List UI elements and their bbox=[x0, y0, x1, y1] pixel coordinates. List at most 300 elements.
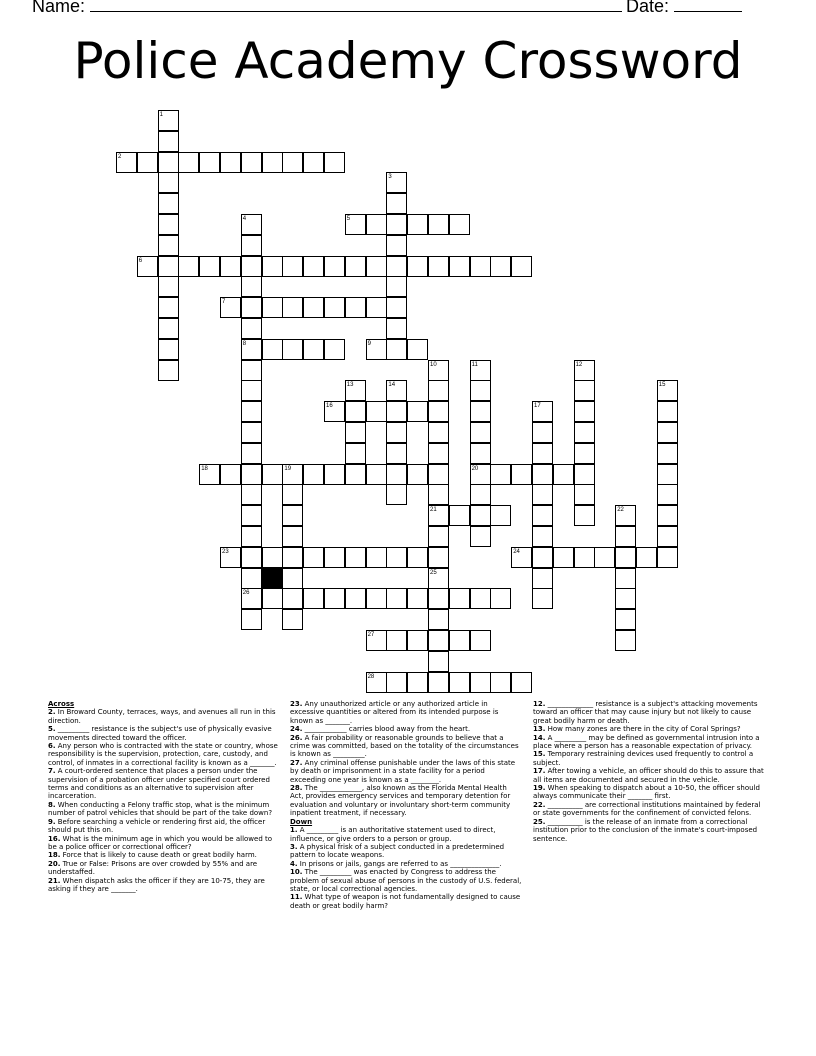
grid-cell[interactable] bbox=[386, 193, 407, 214]
grid-cell[interactable] bbox=[282, 339, 303, 360]
grid-cell[interactable] bbox=[615, 547, 636, 568]
clue-number: 27 bbox=[367, 632, 375, 638]
grid-cell[interactable] bbox=[574, 401, 595, 422]
clue-text: A _________ is an authoritative statement used to direct, influence, or give orders to a person or group. bbox=[290, 826, 496, 843]
grid-cell[interactable] bbox=[366, 401, 387, 422]
grid-cell[interactable] bbox=[158, 152, 179, 173]
clue-number-label: 25. bbox=[533, 817, 546, 826]
grid-cell[interactable] bbox=[470, 484, 491, 505]
grid-cell[interactable] bbox=[345, 588, 366, 609]
grid-cell[interactable] bbox=[532, 568, 553, 589]
clue-text: Any criminal offense punishable under the laws of this state by death or imprisonment in a state facility for a period exceeding one year is known as a ________. bbox=[290, 758, 516, 784]
clue-number: 6 bbox=[138, 257, 143, 264]
clue-item bbox=[533, 784, 765, 801]
grid-cell[interactable] bbox=[615, 526, 636, 547]
grid-cell[interactable] bbox=[574, 443, 595, 464]
grid-cell[interactable] bbox=[241, 609, 262, 630]
grid-cell[interactable] bbox=[324, 297, 345, 318]
grid-cell[interactable] bbox=[282, 526, 303, 547]
grid-cell[interactable] bbox=[386, 672, 407, 693]
clue-text: Any person who is contracted with the state or country, whose responsibility is the supervision, protection, care, custody, and control, of inmates in a correctional facility is known as a _______. bbox=[48, 742, 278, 767]
grid-cell[interactable] bbox=[574, 380, 595, 401]
grid-cell[interactable] bbox=[220, 464, 241, 485]
clue-number: 23 bbox=[222, 548, 229, 555]
grid-cell[interactable] bbox=[345, 547, 366, 568]
grid-cell[interactable] bbox=[657, 526, 678, 547]
clue-item bbox=[48, 818, 280, 835]
clue-number: 19 bbox=[284, 465, 292, 472]
clue-text: True or False: Prisons are over crowded by 55% and are understaffed. bbox=[48, 859, 258, 877]
grid-cell[interactable] bbox=[615, 568, 636, 589]
clue-number: 22 bbox=[617, 507, 624, 514]
grid-cell[interactable] bbox=[553, 547, 574, 568]
grid-cell[interactable] bbox=[615, 588, 636, 609]
grid-cell[interactable] bbox=[407, 630, 428, 651]
grid-cell[interactable] bbox=[407, 588, 428, 609]
grid-cell[interactable] bbox=[324, 256, 345, 277]
clue-number: 12 bbox=[575, 361, 583, 368]
grid-cell[interactable] bbox=[282, 484, 303, 505]
grid-cell[interactable] bbox=[407, 401, 428, 422]
grid-cell[interactable] bbox=[428, 401, 449, 422]
grid-cell[interactable] bbox=[324, 588, 345, 609]
grid-cell[interactable] bbox=[511, 672, 532, 693]
clue-item bbox=[48, 767, 280, 801]
grid-cell[interactable] bbox=[241, 152, 262, 173]
grid-cell[interactable] bbox=[345, 422, 366, 443]
clue-text: __________ are correctional institutions maintained by federal or state governments for the confinement of convicted felons. bbox=[533, 800, 761, 818]
clue-number: 28 bbox=[367, 673, 375, 680]
clue-item bbox=[48, 725, 280, 742]
grid-cell[interactable] bbox=[241, 235, 262, 256]
clue-number-label: 17. bbox=[533, 767, 546, 776]
grid-cell[interactable] bbox=[574, 547, 595, 568]
grid-cell[interactable] bbox=[428, 526, 449, 547]
grid-cell[interactable] bbox=[428, 256, 449, 277]
grid-cell[interactable] bbox=[241, 276, 262, 297]
clue-item bbox=[48, 742, 280, 767]
grid-cell[interactable] bbox=[303, 297, 324, 318]
clue-text: A _________ may be defined as governmental intrusion into a place where a person has a reasonable expectation of privacy. bbox=[533, 733, 760, 751]
grid-cell[interactable] bbox=[241, 360, 262, 381]
clue-item bbox=[48, 877, 280, 894]
grid-cell[interactable] bbox=[407, 547, 428, 568]
clue-number-label: 28. bbox=[290, 784, 303, 793]
grid-cell[interactable] bbox=[490, 588, 511, 609]
grid-cell[interactable] bbox=[490, 464, 511, 485]
grid-cell[interactable] bbox=[345, 297, 366, 318]
grid-cell[interactable] bbox=[594, 547, 615, 568]
clue-number-label: 4. bbox=[290, 859, 298, 868]
grid-cell[interactable] bbox=[428, 588, 449, 609]
black-square bbox=[262, 568, 283, 589]
clue-number: 3 bbox=[388, 174, 392, 181]
clue-number-label: 11. bbox=[290, 893, 303, 902]
grid-cell[interactable] bbox=[241, 505, 262, 526]
clue-text: When speaking to dispatch about a 10-50, the officer should always communicate their _______ first. bbox=[533, 784, 760, 801]
grid-cell[interactable] bbox=[449, 256, 470, 277]
grid-cell[interactable] bbox=[241, 464, 262, 485]
clue-item bbox=[290, 759, 522, 784]
grid-cell[interactable] bbox=[657, 401, 678, 422]
grid-cell[interactable] bbox=[470, 401, 491, 422]
grid-cell[interactable] bbox=[262, 297, 283, 318]
grid-cell[interactable] bbox=[449, 214, 470, 235]
grid-cell[interactable] bbox=[262, 256, 283, 277]
grid-cell[interactable] bbox=[158, 256, 179, 277]
clue-number-label: 24. bbox=[290, 725, 303, 734]
grid-cell[interactable] bbox=[657, 484, 678, 505]
grid-cell[interactable] bbox=[428, 380, 449, 401]
clue-text: A court-ordered sentence that places a person under the supervision of a probation officer under specified court ordered terms and conditions as an alternative to supervision after incarceration. bbox=[48, 767, 270, 801]
name-label: Name: bbox=[32, 0, 86, 16]
grid-cell[interactable] bbox=[220, 256, 241, 277]
clue-number-label: 22. bbox=[533, 800, 546, 809]
grid-cell[interactable] bbox=[657, 422, 678, 443]
clue-item bbox=[533, 725, 765, 733]
grid-cell[interactable] bbox=[574, 505, 595, 526]
grid-cell[interactable] bbox=[158, 235, 179, 256]
grid-cell[interactable] bbox=[428, 672, 449, 693]
grid-cell[interactable] bbox=[386, 588, 407, 609]
clue-item bbox=[290, 734, 522, 759]
grid-cell[interactable] bbox=[386, 443, 407, 464]
grid-cell[interactable] bbox=[199, 256, 220, 277]
grid-cell[interactable] bbox=[407, 256, 428, 277]
grid-cell[interactable] bbox=[241, 297, 262, 318]
grid-cell[interactable] bbox=[449, 505, 470, 526]
grid-cell[interactable] bbox=[137, 152, 158, 173]
grid-cell[interactable] bbox=[657, 443, 678, 464]
clue-number: 5 bbox=[346, 216, 351, 222]
clue-item bbox=[290, 893, 522, 910]
clue-column-1 bbox=[48, 700, 280, 893]
grid-cell[interactable] bbox=[532, 422, 553, 443]
grid-cell[interactable] bbox=[615, 630, 636, 651]
grid-cell[interactable] bbox=[241, 256, 262, 277]
grid-cell[interactable] bbox=[324, 152, 345, 173]
clue-number: 25 bbox=[430, 569, 437, 576]
clue-text: _________ resistance is the subject's use of physically evasive movements directed toward the officer. bbox=[48, 725, 272, 742]
grid-cell[interactable] bbox=[158, 339, 179, 360]
grid-cell[interactable] bbox=[303, 547, 324, 568]
grid-cell[interactable] bbox=[657, 547, 678, 568]
clue-item bbox=[533, 700, 765, 725]
clue-text: A fair probability or reasonable grounds to believe that a crime was committed, based on the totality of the circumstances is known as _________. bbox=[290, 733, 519, 759]
clue-item bbox=[48, 851, 280, 859]
clue-number: 13 bbox=[346, 382, 354, 389]
grid-cell[interactable] bbox=[241, 380, 262, 401]
grid-cell[interactable] bbox=[386, 464, 407, 485]
clue-number: 1 bbox=[159, 112, 163, 118]
clue-text: In Broward County, terraces, ways, and avenues all run in this direction. bbox=[48, 708, 276, 725]
clue-number-label: 21. bbox=[48, 876, 61, 885]
grid-cell[interactable] bbox=[470, 443, 491, 464]
grid-cell[interactable] bbox=[158, 172, 179, 193]
grid-cell[interactable] bbox=[282, 297, 303, 318]
grid-cell[interactable] bbox=[303, 464, 324, 485]
grid-cell[interactable] bbox=[470, 588, 491, 609]
grid-cell[interactable] bbox=[282, 609, 303, 630]
grid-cell[interactable] bbox=[262, 547, 283, 568]
grid-cell[interactable] bbox=[366, 588, 387, 609]
grid-cell[interactable] bbox=[345, 443, 366, 464]
clue-text: Temporary restraining devices used frequently to control a subject. bbox=[533, 750, 754, 767]
grid-cell[interactable] bbox=[490, 256, 511, 277]
grid-cell[interactable] bbox=[241, 443, 262, 464]
clue-number-label: 3. bbox=[290, 842, 298, 851]
clue-item bbox=[533, 818, 765, 843]
clue-number-label: 1. bbox=[290, 826, 298, 835]
grid-cell[interactable] bbox=[470, 256, 491, 277]
grid-cell[interactable] bbox=[220, 152, 241, 173]
clue-number: 4 bbox=[242, 216, 247, 222]
grid-cell[interactable] bbox=[511, 256, 532, 277]
clue-item bbox=[290, 843, 522, 860]
grid-cell[interactable] bbox=[449, 672, 470, 693]
grid-cell[interactable] bbox=[386, 339, 407, 360]
clue-number: 2 bbox=[118, 153, 122, 160]
clue-text: ____________ carries blood away from the heart. bbox=[302, 725, 471, 734]
clue-number-label: 19. bbox=[533, 784, 546, 793]
clue-text: A physical frisk of a subject conducted in a predetermined pattern to locate weapons. bbox=[290, 842, 505, 860]
clue-column-3 bbox=[533, 700, 765, 843]
grid-cell[interactable] bbox=[553, 464, 574, 485]
page-title: Police Academy Crossword bbox=[73, 32, 743, 90]
grid-cell[interactable] bbox=[324, 339, 345, 360]
clue-number-label: 13. bbox=[533, 725, 546, 734]
clue-text: In prisons or jails, gangs are referred to as ______________. bbox=[297, 859, 502, 868]
grid-cell[interactable] bbox=[158, 193, 179, 214]
clue-text: What type of weapon is not fundamentally designed to cause death or great bodily harm? bbox=[290, 893, 521, 910]
clue-text: The ____________, also known as the Florida Mental Health Act, provides emergency services and temporary detention for evaluation and voluntary or involuntary short-term community inpatient treatment, if necessary. bbox=[290, 784, 511, 818]
grid-cell[interactable] bbox=[303, 152, 324, 173]
clue-item bbox=[533, 801, 765, 818]
grid-cell[interactable] bbox=[386, 422, 407, 443]
clue-number-label: 6. bbox=[48, 742, 56, 751]
grid-cell[interactable] bbox=[470, 505, 491, 526]
grid-cell[interactable] bbox=[241, 547, 262, 568]
grid-cell[interactable] bbox=[158, 131, 179, 152]
grid-cell[interactable] bbox=[657, 464, 678, 485]
grid-cell[interactable] bbox=[158, 360, 179, 381]
grid-cell[interactable] bbox=[282, 547, 303, 568]
grid-cell[interactable] bbox=[241, 568, 262, 589]
clue-item bbox=[533, 750, 765, 767]
clue-text: After towing a vehicle, an officer should do this to assure that all items are documented and secured in the vehicle. bbox=[533, 767, 764, 784]
clue-text: Force that is likely to cause death or great bodily harm. bbox=[60, 851, 257, 860]
grid-cell[interactable] bbox=[241, 526, 262, 547]
grid-cell[interactable] bbox=[574, 484, 595, 505]
down-heading: Down bbox=[290, 817, 313, 826]
clue-column-2 bbox=[290, 700, 522, 910]
grid-cell[interactable] bbox=[532, 526, 553, 547]
grid-cell[interactable] bbox=[158, 318, 179, 339]
clue-number: 14 bbox=[388, 382, 396, 389]
grid-cell[interactable] bbox=[449, 588, 470, 609]
clue-item bbox=[290, 860, 522, 868]
grid-cell[interactable] bbox=[158, 297, 179, 318]
grid-cell[interactable] bbox=[366, 547, 387, 568]
grid-cell[interactable] bbox=[386, 256, 407, 277]
grid-cell[interactable] bbox=[428, 609, 449, 630]
grid-cell[interactable] bbox=[428, 464, 449, 485]
grid-cell[interactable] bbox=[282, 152, 303, 173]
clue-number-label: 9. bbox=[48, 817, 56, 826]
clue-text: Any unauthorized article or any authorized article in excessive quantities or altered from its intended purpose is known as _______. bbox=[290, 700, 499, 725]
clue-number: 20 bbox=[471, 465, 479, 472]
grid-cell[interactable] bbox=[428, 547, 449, 568]
grid-cell[interactable] bbox=[386, 318, 407, 339]
grid-cell[interactable] bbox=[615, 609, 636, 630]
grid-cell[interactable] bbox=[324, 464, 345, 485]
grid-cell[interactable] bbox=[428, 422, 449, 443]
grid-cell[interactable] bbox=[386, 235, 407, 256]
clue-item bbox=[48, 801, 280, 818]
grid-cell[interactable] bbox=[511, 464, 532, 485]
clue-number-label: 7. bbox=[48, 767, 56, 776]
grid-cell[interactable] bbox=[386, 484, 407, 505]
grid-cell[interactable] bbox=[303, 256, 324, 277]
clue-text: __________ is the release of an inmate from a correctional institution prior to the conclusion of the inmate's court-imposed sentence. bbox=[533, 817, 758, 843]
clue-text: What is the minimum age in which you would be allowed to be a police officer or correctional officer? bbox=[48, 834, 273, 851]
grid-cell[interactable] bbox=[574, 464, 595, 485]
across-heading: Across bbox=[48, 700, 75, 708]
clue-item bbox=[290, 784, 522, 818]
clue-number-label: 14. bbox=[533, 733, 546, 742]
grid-cell[interactable] bbox=[386, 214, 407, 235]
grid-cell[interactable] bbox=[386, 276, 407, 297]
grid-cell[interactable] bbox=[282, 256, 303, 277]
grid-cell[interactable] bbox=[490, 505, 511, 526]
clue-number-label: 27. bbox=[290, 758, 303, 767]
grid-cell[interactable] bbox=[470, 630, 491, 651]
grid-cell[interactable] bbox=[490, 672, 511, 693]
grid-cell[interactable] bbox=[428, 214, 449, 235]
grid-cell[interactable] bbox=[470, 526, 491, 547]
grid-cell[interactable] bbox=[636, 547, 657, 568]
grid-cell[interactable] bbox=[303, 588, 324, 609]
grid-cell[interactable] bbox=[386, 297, 407, 318]
clue-number: 10 bbox=[430, 361, 437, 368]
grid-cell[interactable] bbox=[262, 588, 283, 609]
grid-cell[interactable] bbox=[262, 152, 283, 173]
clue-item bbox=[48, 860, 280, 877]
grid-cell[interactable] bbox=[428, 630, 449, 651]
grid-cell[interactable] bbox=[366, 297, 387, 318]
grid-cell[interactable] bbox=[178, 152, 199, 173]
grid-cell[interactable] bbox=[366, 464, 387, 485]
grid-cell[interactable] bbox=[470, 672, 491, 693]
grid-cell[interactable] bbox=[428, 651, 449, 672]
clue-number-label: 23. bbox=[290, 700, 303, 708]
clue-text: The _________ was enacted by Congress to address the problem of sexual abuse of persons in the custody of U.S. federal, state, or local correctional agencies. bbox=[290, 868, 522, 893]
grid-cell[interactable] bbox=[158, 214, 179, 235]
grid-cell[interactable] bbox=[532, 484, 553, 505]
grid-cell[interactable] bbox=[282, 588, 303, 609]
clue-number-label: 2. bbox=[48, 708, 56, 717]
clue-number: 7 bbox=[222, 299, 226, 306]
clue-item bbox=[48, 835, 280, 852]
grid-cell[interactable] bbox=[241, 401, 262, 422]
grid-cell[interactable] bbox=[199, 152, 220, 173]
clue-number-label: 10. bbox=[290, 868, 303, 877]
clue-item bbox=[290, 700, 522, 725]
clue-number: 11 bbox=[471, 361, 478, 368]
date-label: Date: bbox=[626, 0, 670, 16]
grid-cell[interactable] bbox=[158, 276, 179, 297]
clue-number-label: 18. bbox=[48, 851, 61, 860]
grid-cell[interactable] bbox=[324, 547, 345, 568]
grid-cell[interactable] bbox=[407, 464, 428, 485]
grid-cell[interactable] bbox=[532, 464, 553, 485]
grid-cell[interactable] bbox=[428, 443, 449, 464]
grid-cell[interactable] bbox=[532, 505, 553, 526]
grid-cell[interactable] bbox=[386, 547, 407, 568]
grid-cell[interactable] bbox=[657, 505, 678, 526]
grid-cell[interactable] bbox=[532, 588, 553, 609]
clue-number-label: 20. bbox=[48, 859, 61, 868]
clue-number-label: 26. bbox=[290, 733, 303, 742]
grid-cell[interactable] bbox=[386, 630, 407, 651]
grid-cell[interactable] bbox=[241, 484, 262, 505]
grid-cell[interactable] bbox=[282, 505, 303, 526]
clue-number-label: 12. bbox=[533, 700, 546, 708]
grid-cell[interactable] bbox=[262, 339, 283, 360]
clue-number: 8 bbox=[242, 340, 247, 347]
grid-cell[interactable] bbox=[366, 214, 387, 235]
clue-text: When dispatch asks the officer if they are 10-75, they are asking if they are _______. bbox=[48, 876, 265, 893]
grid-cell[interactable] bbox=[407, 339, 428, 360]
clue-item bbox=[290, 868, 522, 893]
clue-number-label: 15. bbox=[533, 750, 546, 759]
grid-cell[interactable] bbox=[449, 630, 470, 651]
grid-cell[interactable] bbox=[178, 256, 199, 277]
clue-item bbox=[533, 767, 765, 784]
grid-cell[interactable] bbox=[470, 380, 491, 401]
grid-cell[interactable] bbox=[386, 401, 407, 422]
grid-cell[interactable] bbox=[345, 256, 366, 277]
grid-cell[interactable] bbox=[282, 568, 303, 589]
grid-cell[interactable] bbox=[345, 464, 366, 485]
clue-text: When conducting a Felony traffic stop, what is the minimum number of patrol vehicles that should be part of the take down? bbox=[48, 800, 273, 818]
grid-cell[interactable] bbox=[241, 422, 262, 443]
clue-number: 16 bbox=[326, 403, 333, 410]
clue-text: _____________ resistance is a subject's attacking movements toward an officer that may cause injury but not likely to cause great bodily harm or death. bbox=[533, 700, 758, 725]
clue-number: 21 bbox=[430, 507, 437, 514]
grid-cell[interactable] bbox=[532, 547, 553, 568]
clue-number-label: 16. bbox=[48, 834, 61, 843]
grid-cell[interactable] bbox=[532, 443, 553, 464]
grid-cell[interactable] bbox=[262, 464, 283, 485]
grid-cell[interactable] bbox=[303, 339, 324, 360]
grid-cell[interactable] bbox=[366, 256, 387, 277]
grid-cell[interactable] bbox=[428, 484, 449, 505]
clue-number-label: 8. bbox=[48, 800, 56, 809]
grid-cell[interactable] bbox=[241, 318, 262, 339]
grid-cell[interactable] bbox=[407, 672, 428, 693]
grid-cell[interactable] bbox=[470, 422, 491, 443]
clue-number: 9 bbox=[367, 340, 371, 347]
grid-cell[interactable] bbox=[574, 422, 595, 443]
clue-item bbox=[290, 725, 522, 733]
clue-number: 26 bbox=[242, 590, 250, 597]
clue-number: 18 bbox=[201, 465, 208, 472]
grid-cell[interactable] bbox=[345, 401, 366, 422]
clue-item bbox=[48, 708, 280, 725]
grid-cell[interactable] bbox=[407, 214, 428, 235]
clue-number: 15 bbox=[658, 382, 666, 389]
